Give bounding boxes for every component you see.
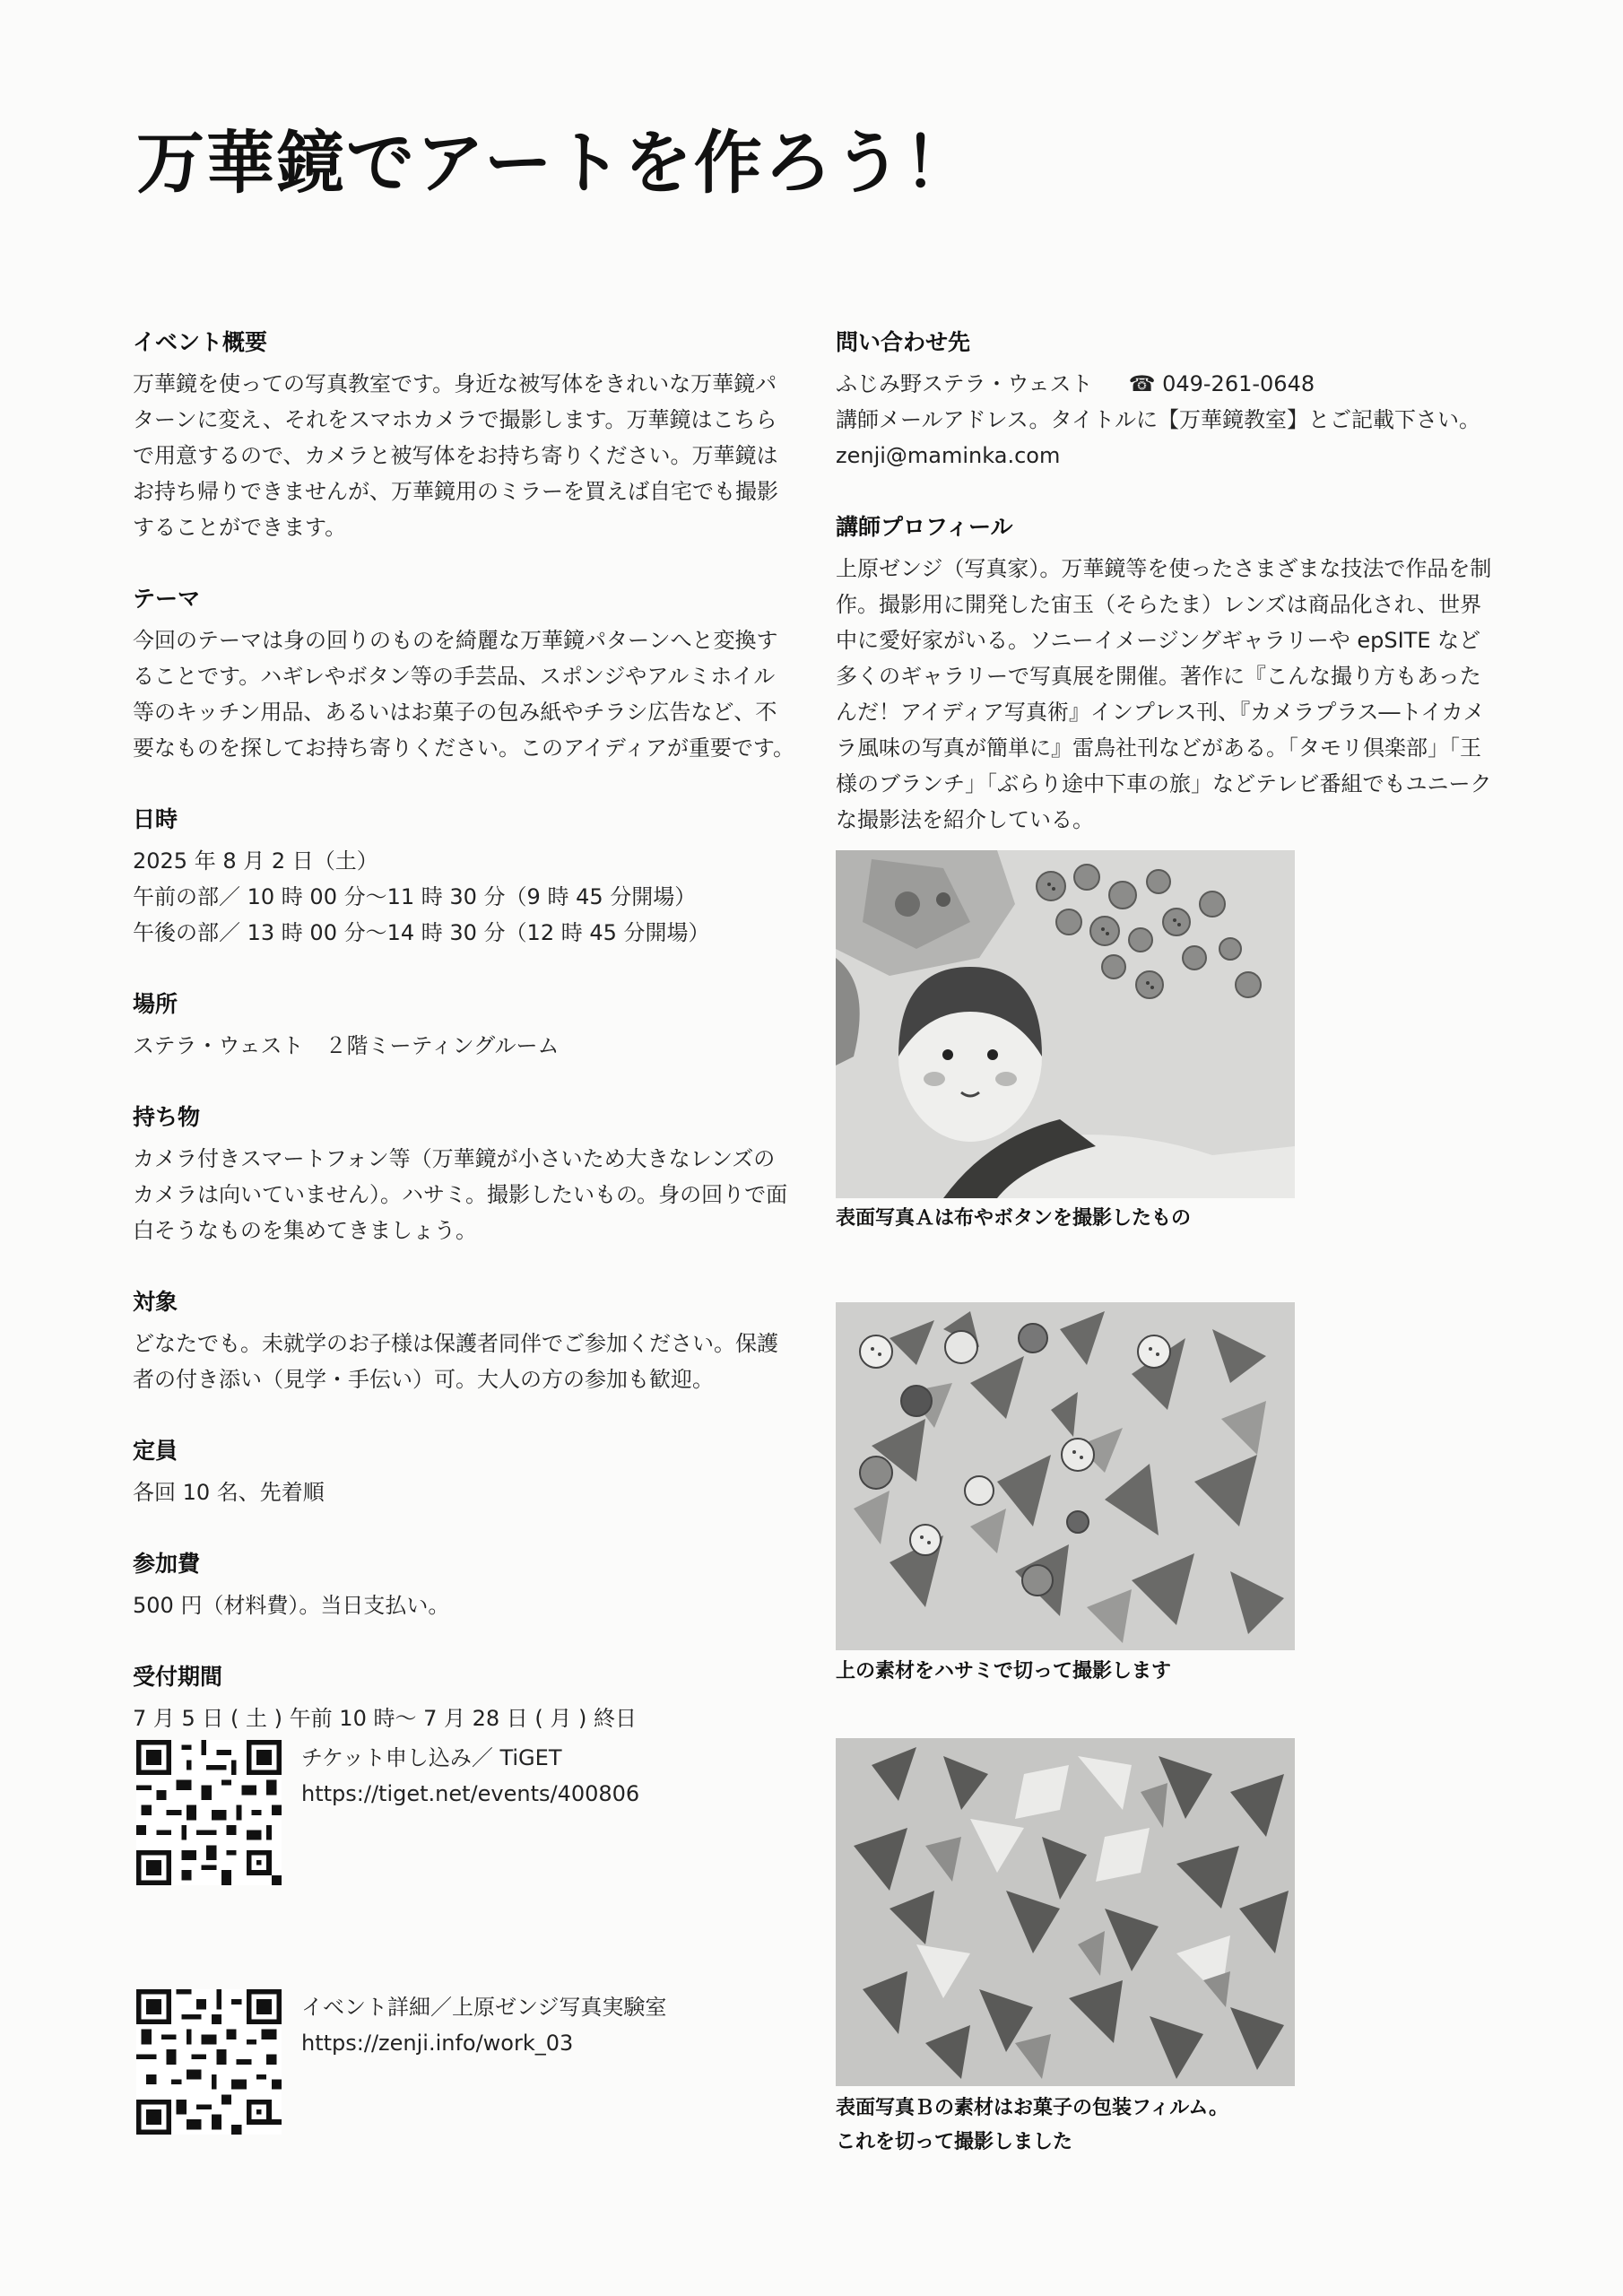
contact-venue: ふじみ野ステラ・ウェスト [836,371,1093,396]
section-period [133,1659,796,1736]
profile-text: 上原ゼンジ（写真家）。万華鏡等を使ったさまざまな技法で作品を制作。撮影用に開発した宙玉（そらたま）レンズは商品化され、世界中に愛好家がいる。ソニーイメージングギャラリーや epSITE など多くのギャラリーで写真展を開催。著作に『こんな撮り方もあったんだ！アイディア写真術』インプレス刊、『カメラプラス―トイカメラ風味の写真が簡単に』雷鳥社刊などがある。「タモリ倶楽部」「王様のブランチ」「ぶらり途中下車の旅」などテレビ番組でもユニークな撮影法を紹介している。 [836,556,1492,832]
section-fee [133,1546,796,1623]
contact-venue-line [836,366,1499,402]
section-contact [836,325,1499,474]
overview-heading: イベント概要 [133,329,268,355]
section-profile [836,509,1499,838]
ticket-qr-code[interactable] [136,1740,282,1885]
place-heading: 場所 [133,991,178,1017]
target-heading: 対象 [133,1289,178,1315]
ticket-url-link[interactable]: https://tiget.net/events/400806 [301,1781,640,1806]
detail-link-text [301,1989,666,2061]
contact-mail-note: 講師メールアドレス。タイトルに【万華鏡教室】とご記載下さい。 [836,407,1481,432]
photo-c-packaging-film [836,1738,1295,2086]
right-column [836,325,1499,874]
section-overview [133,325,796,545]
contact-email-link[interactable]: zenji@maminka.com [836,443,1061,468]
fee-text: 500 円（材料費）。当日支払い。 [133,1593,450,1618]
photo-b-cut-materials [836,1302,1295,1650]
items-heading: 持ち物 [133,1104,201,1130]
contact-phone[interactable]: ☎ 049-261-0648 [1128,371,1315,396]
fee-heading: 参加費 [133,1551,201,1577]
photo-b-caption: 上の素材をハサミで切って撮影します [836,1660,1172,1683]
photo-c-caption-line-1: 表面写真Ｂの素材はお菓子の包装フィルム。 [836,2097,1229,2119]
ticket-link-block[interactable] [136,1740,640,1885]
ticket-link-text [301,1740,639,1812]
period-heading: 受付期間 [133,1664,223,1690]
event-date: 2025 年 8 月 2 日（土） [133,848,378,874]
target-text: どなたでも。未就学のお子様は保護者同伴でご参加ください。保護者の付き添い（見学・手伝い）可。大人の方の参加も歓迎。 [133,1331,778,1392]
detail-url-link[interactable]: https://zenji.info/work_03 [301,2031,574,2056]
detail-link-block[interactable] [136,1989,667,2135]
theme-heading: テーマ [133,586,201,612]
photo-c-caption-line-2: これを切って撮影しました [836,2131,1073,2153]
section-target [133,1284,796,1397]
section-items [133,1100,796,1248]
period-text: 7 月 5 日 ( 土 ) 午前 10 時〜 7 月 28 日 ( 月 ) 終日 [133,1706,638,1731]
photo-a-caption: 表面写真Ａは布やボタンを撮影したもの [836,1207,1192,1230]
section-datetime [133,802,796,951]
contact-heading: 問い合わせ先 [836,329,971,355]
items-text: カメラ付きスマートフォン等（万華鏡が小さいため大きなレンズのカメラは向いていません）。ハサミ。撮影したいもの。身の回りで面白そうなものを集めてきましょう。 [133,1146,788,1243]
page-title: 万華鏡でアートを作ろう！ [136,123,974,203]
section-place [133,987,796,1064]
capacity-text: 各回 10 名、先着順 [133,1480,325,1505]
ticket-label: チケット申し込み／ TiGET [301,1745,562,1770]
section-capacity [133,1433,796,1510]
capacity-heading: 定員 [133,1438,178,1464]
overview-text: 万華鏡を使っての写真教室です。身近な被写体をきれいな万華鏡パターンに変え、それをスマホカメラで撮影します。万華鏡はこちらで用意するので、カメラと被写体をお持ち寄りください。万華鏡はお持ち帰りできませんが、万華鏡用のミラーを買えば自宅でも撮影することができます。 [133,371,778,540]
profile-heading: 講師プロフィール [836,514,1013,540]
theme-text: 今回のテーマは身の回りのものを綺麗な万華鏡パターンへと変換することです。ハギレやボタン等の手芸品、スポンジやアルミホイル等のキッチン用品、あるいはお菓子の包み紙やチラシ広告など、不要なものを探してお持ち寄りください。このアイディアが重要です。 [133,628,794,761]
detail-qr-code[interactable] [136,1989,282,2135]
left-column [133,325,796,1772]
morning-session: 午前の部／ 10 時 00 分〜11 時 30 分（9 時 45 分開場） [133,884,697,909]
place-text: ステラ・ウェスト ２階ミーティングルーム [133,1033,560,1058]
detail-label: イベント詳細／上原ゼンジ写真実験室 [301,1995,667,2020]
datetime-heading: 日時 [133,806,178,832]
section-theme [133,581,796,766]
afternoon-session: 午後の部／ 13 時 00 分〜14 時 30 分（12 時 45 分開場） [133,920,710,945]
photo-a-fabric-buttons [836,850,1295,1198]
